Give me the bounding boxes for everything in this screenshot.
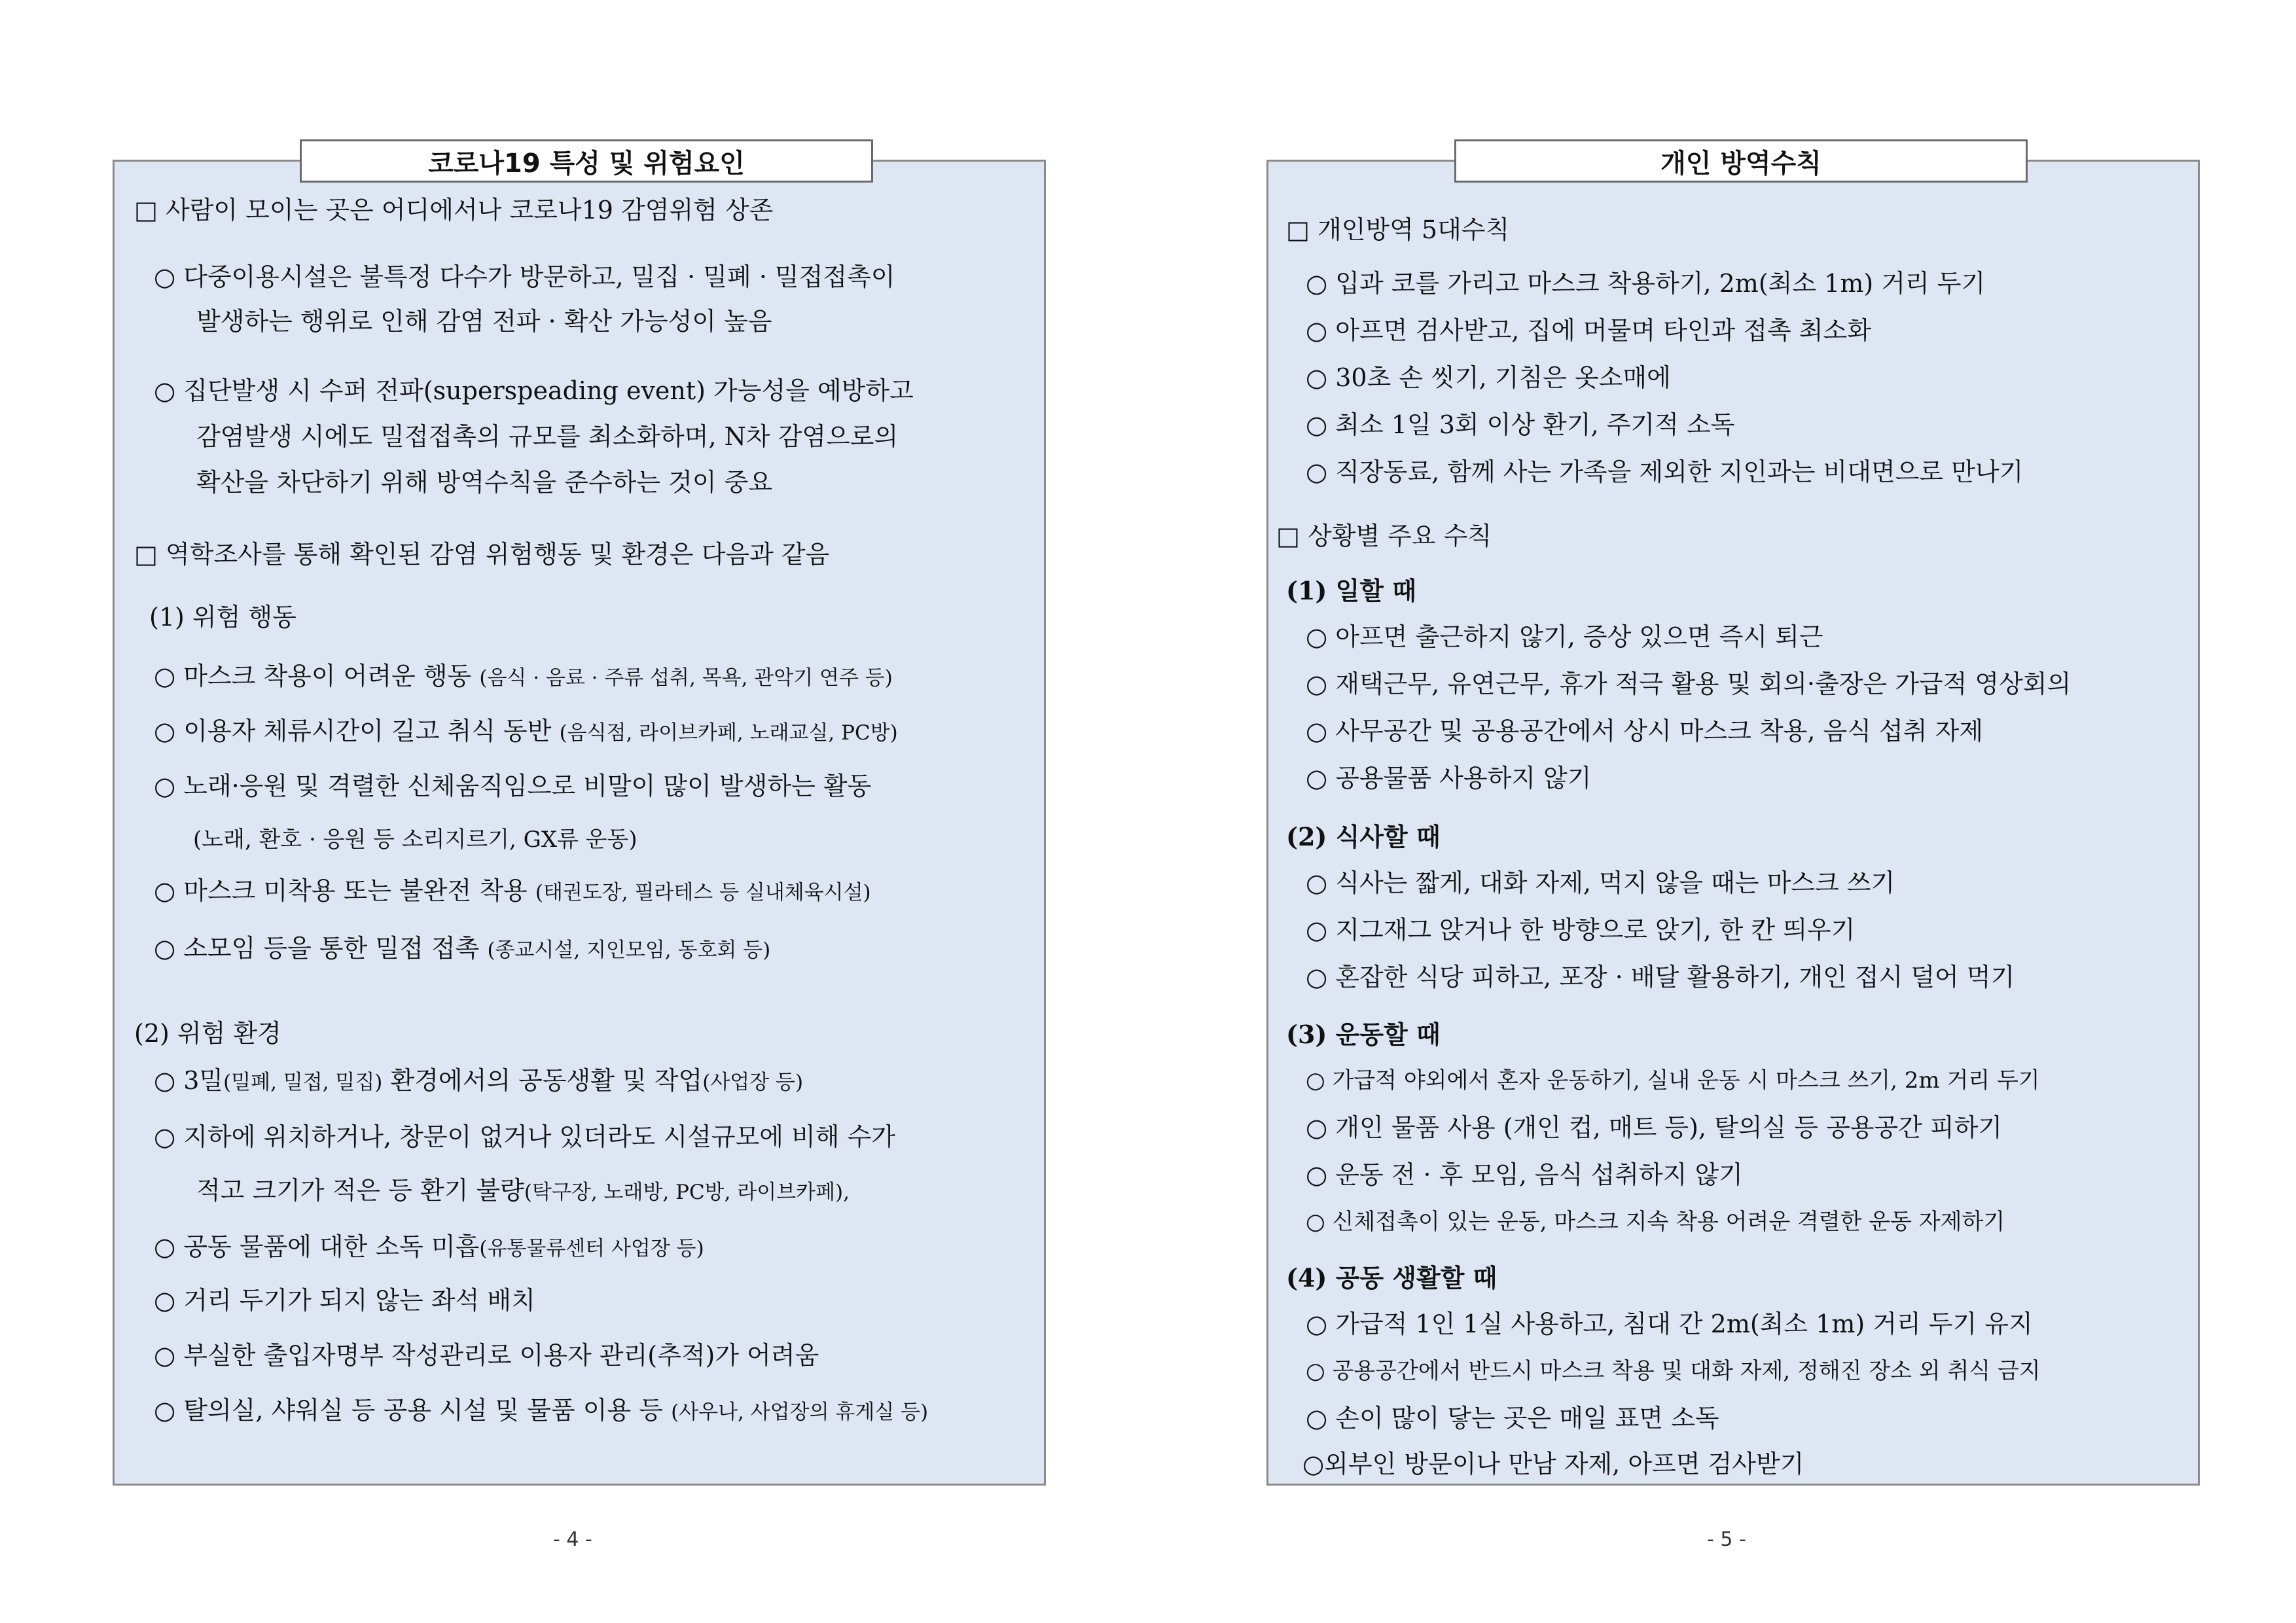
bullet-main-text: ○ 이용자 체류시간이 길고 취식 동반 — [154, 717, 552, 745]
bullet-note: (사업장 등) — [702, 1071, 804, 1094]
bullet-item: ○ 혼잡한 식당 피하고, 포장 · 배달 활용하기, 개인 접시 덜어 먹기 — [1306, 963, 2015, 991]
bullet-item: ○ 재택근무, 유연근무, 휴가 적극 활용 및 회의·출장은 가급적 영상회의 — [1306, 669, 2072, 698]
bullet-item — [154, 1064, 803, 1099]
bullet-item: ○ 최소 1일 3회 이상 환기, 주기적 소독 — [1306, 410, 1735, 439]
section-heading: □ 개인방역 5대수칙 — [1286, 215, 1510, 244]
bullet-item: ○외부인 방문이나 만남 자제, 아프면 검사받기 — [1302, 1450, 1804, 1478]
bullet-item: ○ 가급적 야외에서 혼자 운동하기, 실내 운동 시 마스크 쓰기, 2m 거리 두기 — [1306, 1067, 2040, 1094]
bullet-item: ○ 개인 물품 사용 (개인 컵, 매트 등), 탈의실 등 공용공간 피하기 — [1306, 1113, 2003, 1142]
bullet-continuation: 감염발생 시에도 밀접접촉의 규모를 최소화하며, N차 감염으로의 — [196, 422, 899, 451]
bullet-note: (밀폐, 밀접, 밀집) — [223, 1071, 383, 1094]
bullet-main-text: ○ 공동 물품에 대한 소독 미흡 — [154, 1232, 480, 1261]
page-number: - 4 - — [553, 1528, 592, 1551]
bullet-main-text: ○ 마스크 미착용 또는 불완전 착용 — [154, 876, 528, 905]
bullet-note: (태권도장, 필라테스 등 실내체육시설) — [535, 881, 871, 904]
bullet-item: ○ 입과 코를 가리고 마스크 착용하기, 2m(최소 1m) 거리 두기 — [1306, 269, 1986, 298]
bullet-item: ○ 사무공간 및 공용공간에서 상시 마스크 착용, 음식 섭취 자제 — [1306, 717, 1983, 745]
sub-heading: (1) 일할 때 — [1286, 576, 1416, 605]
bullet-item: ○ 지하에 위치하거나, 창문이 없거나 있더라도 시설규모에 비해 수가 — [154, 1122, 895, 1151]
bullet-item: ○ 운동 전 · 후 모임, 음식 섭취하지 않기 — [1306, 1160, 1743, 1189]
section-heading: □ 역학조사를 통해 확인된 감염 위험행동 및 환경은 다음과 같음 — [134, 540, 830, 569]
bullet-continuation: 확산을 차단하기 위해 방역수칙을 준수하는 것이 중요 — [196, 468, 773, 497]
bullet-item: ○ 노래·응원 및 격렬한 신체움직임으로 비말이 많이 발생하는 활동 — [154, 772, 872, 800]
bullet-continuation: 발생하는 행위로 인해 감염 전파 · 확산 가능성이 높음 — [196, 307, 772, 336]
bullet-main-text: 적고 크기가 적은 등 환기 불량 — [196, 1176, 524, 1205]
left-page-title: 코로나19 특성 및 위험요인 — [300, 139, 873, 183]
bullet-item: ○ 손이 많이 닿는 곳은 매일 표면 소독 — [1306, 1404, 1719, 1433]
bullet-item — [154, 715, 898, 749]
sub-heading: (3) 운동할 때 — [1286, 1020, 1441, 1049]
bullet-note: (종교시설, 지인모임, 동호회 등) — [487, 938, 771, 962]
sub-heading: (2) 식사할 때 — [1286, 822, 1441, 851]
bullet-item: ○ 공용물품 사용하지 않기 — [1306, 764, 1592, 793]
page-number: - 5 - — [1707, 1528, 1746, 1551]
bullet-item: ○ 집단발생 시 수퍼 전파(superspeading event) 가능성을 예방하고 — [154, 376, 914, 405]
bullet-item: ○ 아프면 출근하지 않기, 증상 있으면 즉시 퇴근 — [1306, 622, 1823, 651]
bullet-item: ○ 부실한 출입자명부 작성관리로 이용자 관리(추적)가 어려움 — [154, 1341, 819, 1370]
bullet-main-text: ○ 마스크 착용이 어려운 행동 — [154, 662, 472, 690]
bullet-note: (음식 · 음료 · 주류 섭취, 목욕, 관악기 연주 등) — [479, 666, 893, 690]
section-heading: □ 상황별 주요 수칙 — [1276, 522, 1492, 550]
bullet-item: ○ 30초 손 씻기, 기침은 옷소매에 — [1306, 363, 1671, 392]
bullet-item: ○ 식사는 짧게, 대화 자제, 먹지 않을 때는 마스크 쓰기 — [1306, 868, 1895, 897]
bullet-note: (탁구장, 노래방, PC방, 라이브카페), — [524, 1181, 850, 1204]
bullet-item: ○ 다중이용시설은 불특정 다수가 방문하고, 밀집 · 밀폐 · 밀접접촉이 — [154, 262, 895, 291]
bullet-item: ○ 공용공간에서 반드시 마스크 착용 및 대화 자제, 정해진 장소 외 취식 금지 — [1306, 1358, 2041, 1384]
bullet-note: (노래, 환호 · 응원 등 소리지르기, GX류 운동) — [193, 827, 637, 853]
bullet-item — [154, 660, 893, 694]
bullet-item: ○ 거리 두기가 되지 않는 좌석 배치 — [154, 1286, 535, 1315]
bullet-item — [154, 932, 770, 967]
bullet-item — [154, 874, 871, 909]
bullet-note: (음식점, 라이브카페, 노래교실, PC방) — [559, 721, 898, 745]
bullet-note: (사우나, 사업장의 휴게실 등) — [671, 1400, 929, 1424]
bullet-note: (유통물류센터 사업장 등) — [479, 1237, 704, 1260]
section-heading: □ 사람이 모이는 곳은 어디에서나 코로나19 감염위험 상존 — [134, 196, 774, 224]
bullet-main-text: ○ 탈의실, 샤워실 등 공용 시설 및 물품 이용 등 — [154, 1396, 663, 1425]
bullet-continuation — [196, 1174, 850, 1209]
bullet-item — [154, 1230, 704, 1265]
sub-heading: (4) 공동 생활할 때 — [1286, 1263, 1498, 1293]
bullet-item — [154, 1394, 928, 1429]
bullet-item: ○ 직장동료, 함께 사는 가족을 제외한 지인과는 비대면으로 만나기 — [1306, 457, 2024, 486]
bullet-item: ○ 신체접촉이 있는 운동, 마스크 지속 착용 어려운 격렬한 운동 자제하기 — [1306, 1209, 2005, 1235]
bullet-item: ○ 아프면 검사받고, 집에 머물며 타인과 접촉 최소화 — [1306, 316, 1871, 345]
bullet-main-text: 환경에서의 공동생활 및 작업 — [390, 1066, 703, 1095]
sub-heading: (1) 위험 행동 — [149, 603, 296, 632]
bullet-item: ○ 가급적 1인 1실 사용하고, 침대 간 2m(최소 1m) 거리 두기 유지 — [1306, 1310, 2033, 1338]
right-page-title: 개인 방역수칙 — [1454, 139, 2028, 183]
bullet-item: ○ 지그재그 앉거나 한 방향으로 앉기, 한 칸 띄우기 — [1306, 916, 1856, 944]
bullet-main-text: ○ 소모임 등을 통한 밀접 접촉 — [154, 934, 480, 963]
bullet-main-text: ○ 3밀 — [154, 1066, 224, 1095]
sub-heading: (2) 위험 환경 — [134, 1019, 281, 1048]
